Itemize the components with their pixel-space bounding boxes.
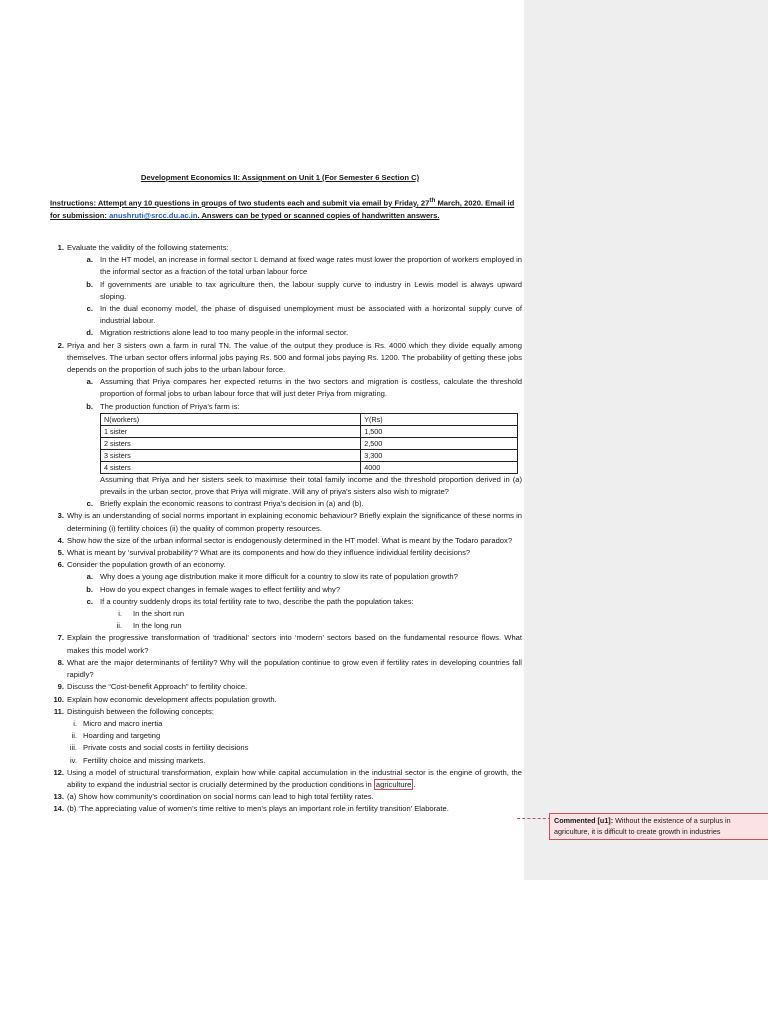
sub-question	[50, 571, 522, 583]
sub-question	[50, 327, 522, 339]
question-number: 2.	[57, 340, 64, 350]
sub-question	[50, 742, 522, 754]
question-number: 12.	[53, 767, 64, 777]
sub-question	[50, 755, 522, 767]
table-cell: 2 sisters	[101, 437, 361, 449]
table-cell: 4 sisters	[101, 461, 361, 473]
table-header: N(workers)	[101, 413, 361, 425]
sub-text: Briefly explain the economic reasons to contrast Priya’s decision in (a) and (b).	[100, 499, 364, 509]
comment-connector	[517, 818, 551, 820]
instructions-date: March, 2020. Email id for submission:	[50, 198, 515, 220]
question-text: (a) Show how community’s coordination on social norms can lead to high total fertility rates.	[67, 792, 374, 802]
question-text: Evaluate the validity of the following statements:	[67, 243, 229, 252]
table-header-row	[101, 413, 518, 425]
question-text: Explain how economic development affects population growth.	[67, 694, 277, 704]
sub-text: In the dual economy model, the phase of disguised unemployment must be associated with a horizontal supply curve of industrial labour.	[100, 304, 522, 326]
sub-text: Fertility choice and missing markets.	[83, 755, 206, 765]
question-text-end: .	[413, 779, 416, 789]
question-7	[50, 632, 522, 656]
question-text: Using a model of structural transformation, explain how while capital accumulation in the industrial sector is the engine of growth, the ability to expand the industrial sector is crucially determined by the production conditions in	[67, 767, 522, 789]
table-cell: 1 sister	[101, 425, 361, 437]
question-number: 14.	[53, 804, 64, 814]
question-9	[50, 681, 522, 693]
sub-question	[50, 718, 522, 730]
sub-text: In the long run	[133, 621, 182, 631]
question-3	[50, 510, 522, 534]
question-number: 5.	[57, 548, 64, 558]
table-row	[101, 437, 518, 449]
sub-label: iii.	[69, 743, 77, 753]
sub-question	[50, 303, 522, 327]
sub-text: Why does a young age distribution make it more difficult for a country to slow its rate of population growth?	[100, 572, 458, 582]
sub-label: a.	[86, 255, 93, 265]
instructions-prefix: Instructions: Attempt any 10 questions in groups of two students each and submit via email by Friday, 27	[50, 198, 430, 208]
question-text: Distinguish between the following concepts:	[67, 706, 214, 716]
question-list	[50, 242, 522, 816]
sub-label: ii.	[71, 731, 77, 741]
production-table	[100, 413, 518, 474]
question-text: Show how the size of the urban informal sector is endogenously determined in the HT model. What is meant by the Todaro paradox?	[67, 535, 513, 545]
question-number: 13.	[53, 792, 64, 802]
table-row	[101, 461, 518, 473]
sub-sub-question	[50, 620, 522, 632]
question-13	[50, 791, 522, 803]
instructions-sup: th	[429, 197, 436, 204]
instructions	[50, 195, 522, 222]
sub-label: b.	[86, 584, 93, 594]
question-number: 3.	[57, 511, 64, 521]
sub-label: b.	[86, 279, 93, 289]
question-text: (b) ‘The appreciating value of women’s time reltive to men’s plays an important role in fertility transition’ Elaborate.	[67, 804, 449, 814]
instructions-suffix: . Answers can be typed or scanned copies of handwritten answers.	[197, 210, 440, 220]
comments-pane	[524, 0, 768, 880]
comment-balloon[interactable]	[549, 813, 768, 840]
question-1	[50, 242, 522, 254]
question-text: Explain the progressive transformation of ‘traditional’ sectors into ‘modern’ sectors based on the fundamental resource flows. What makes this model work?	[67, 633, 522, 655]
sub-label: d.	[86, 328, 93, 338]
question-4	[50, 535, 522, 547]
sub-text: Assuming that Priya compares her expected returns in the two sectors and migration is costless, calculate the threshold proportion of formal jobs to urban labour force that will just deter Priya from migrating.	[100, 377, 522, 399]
table-cell: 3,300	[361, 449, 518, 461]
question-6	[50, 559, 522, 571]
comment-author: Commented [u1]:	[554, 816, 614, 825]
sub-label: c.	[86, 304, 93, 314]
sub-label: iv.	[69, 755, 77, 765]
table-cell: 1,500	[361, 425, 518, 437]
question-12	[50, 767, 522, 791]
question-text: Why is an understanding of social norms important in explaining economic behaviour? Briefly explain the significance of these norms in determining (i) fertility choices (ii) the quality of common property resources.	[67, 511, 522, 533]
sub-text: Assuming that Priya and her sisters seek to maximise their total family income and the threshold proportion derived in (a) prevails in the urban sector, prove that Priya will migrate. Will any of priya’s sisters also wish to migrate?	[100, 474, 522, 497]
sub-sub-question	[50, 608, 522, 620]
sub-text: The production function of Priya’s farm is:	[100, 401, 240, 411]
question-number: 10.	[53, 694, 64, 704]
question-text: What is meant by ‘survival probability’? What are its components and how do they influence individual fertility decisions?	[67, 548, 471, 558]
sub-text: How do you expect changes in female wages to effect fertility and why?	[100, 584, 341, 594]
sub-question	[50, 498, 522, 510]
sub-label: c.	[86, 596, 93, 606]
sub-text: Hoarding and targeting	[83, 731, 161, 741]
table-row	[101, 449, 518, 461]
sub-text: If a country suddenly drops its total fertility rate to two, describe the path the population takes:	[100, 596, 414, 606]
question-text: What are the major determinants of fertility? Why will the population continue to grow even if fertility rates in developing countries fall rapidly?	[67, 657, 522, 680]
sub-question	[50, 401, 522, 413]
sub-label: c.	[86, 499, 93, 509]
question-8	[50, 657, 522, 681]
question-10	[50, 694, 522, 706]
question-text: Consider the population growth of an economy.	[67, 560, 226, 570]
question-number: 1.	[57, 243, 64, 252]
question-2	[50, 340, 522, 377]
question-number: 7.	[57, 633, 64, 643]
sub-label: i.	[118, 609, 122, 619]
comment-text: Without the existence of a surplus in agriculture, it is difficult to create growth in industries	[554, 816, 731, 836]
sub-label: ii.	[116, 621, 122, 631]
sub-question	[50, 254, 522, 278]
question-text: Discuss the “Cost-benefit Approach” to fertility choice.	[67, 682, 248, 692]
question-14	[50, 803, 522, 815]
sub-question	[50, 584, 522, 596]
table-row	[101, 425, 518, 437]
email-link[interactable]: anushruti@srcc.du.ac.in	[109, 210, 198, 220]
table-followup	[50, 474, 522, 498]
question-11	[50, 706, 522, 718]
question-number: 6.	[57, 560, 64, 570]
table-cell: 3 sisters	[101, 449, 361, 461]
page-title: Development Economics II: Assignment on Unit 1 (For Semester 6 Section C)	[140, 173, 420, 182]
sub-text: In the short run	[133, 609, 185, 619]
sub-text: Private costs and social costs in fertility decisions	[83, 743, 249, 753]
question-5	[50, 547, 522, 559]
sub-text: If governments are unable to tax agriculture then, the labour supply curve to industry in Lewis model is always upward sloping.	[100, 279, 522, 301]
sub-label: b.	[86, 401, 93, 411]
sub-question	[50, 279, 522, 303]
table-cell: 2,500	[361, 437, 518, 449]
question-number: 8.	[57, 657, 64, 667]
table-cell: 4000	[361, 461, 518, 473]
question-number: 11.	[53, 706, 64, 716]
sub-label: i.	[73, 718, 77, 728]
sub-question	[50, 376, 522, 400]
sub-text: Micro and macro inertia	[83, 718, 163, 728]
sub-text: Migration restrictions alone lead to too many people in the informal sector.	[100, 328, 349, 338]
sub-question	[50, 596, 522, 608]
sub-question	[50, 730, 522, 742]
sub-text: In the HT model, an increase in formal sector L demand at fixed wage rates must lower the proportion of workers employed in the informal sector as a fraction of the total urban labour force	[100, 255, 522, 277]
question-number: 4.	[57, 535, 64, 545]
question-text: Priya and her 3 sisters own a farm in rural TN. The value of the output they produce is Rs. 4000 which they divide equally among themselves. The urban sector offers informal jobs paying Rs. 500 and formal jobs paying Rs. 1200. The probability of getting these jobs depends on the proportion of such jobs to the urban labour force.	[67, 340, 522, 375]
sub-label: a.	[86, 572, 93, 582]
commented-text[interactable]: agriculture	[375, 779, 412, 789]
table-header: Y(Rs)	[361, 413, 518, 425]
sub-label: a.	[86, 377, 93, 387]
question-number: 9.	[57, 682, 64, 692]
